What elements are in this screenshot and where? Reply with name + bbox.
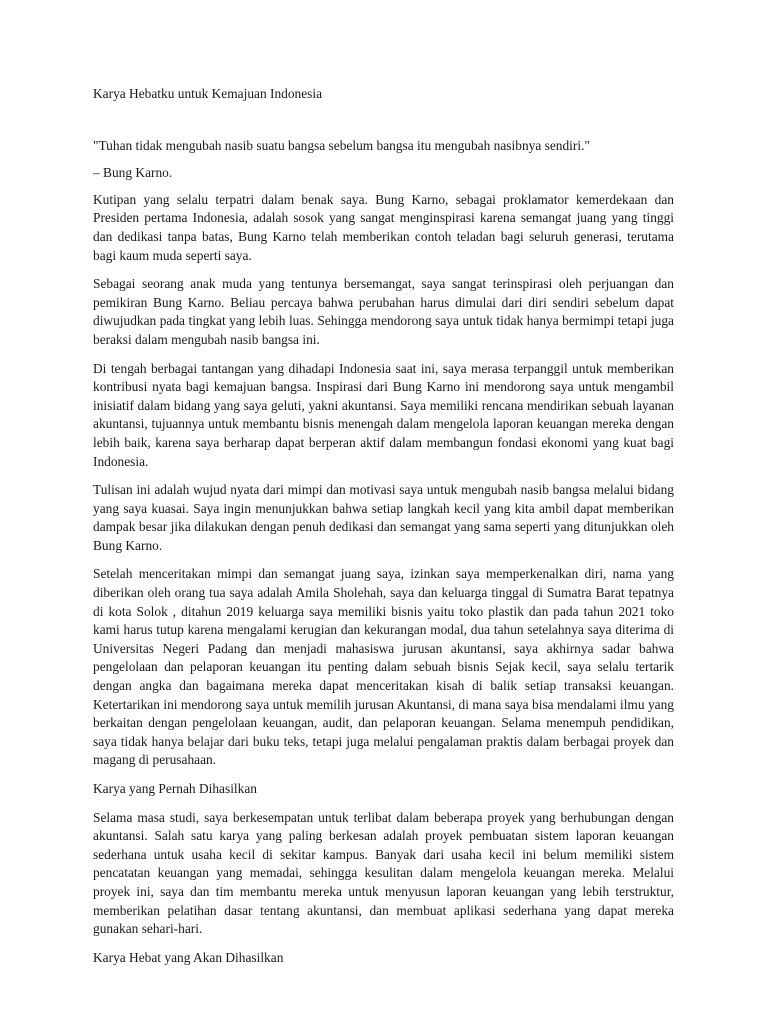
paragraph: Setelah menceritakan mimpi dan semangat juang saya, izinkan saya memperkenalkan diri, nama yang diberikan oleh orang tua saya adalah Amila Sholehah, saya dan keluarga tinggal di Sumatra Barat tepatnya di kota Solok , ditahun 2019 keluarga saya memiliki bisnis yaitu toko plastik dan pada tahun 2021 toko kami harus tutup karena mengalami kerugian dan kekurangan modal, dua tahun setelahnya saya diterima di Universitas Negeri Padang dan menjadi mahasiswa jurusan akuntansi, saya akhirnya sadar bahwa pengelolaan dan pelaporan keuangan itu penting dalam sebuah bisnis Sejak kecil, saya selalu tertarik dengan angka dan bagaimana mereka dapat menceritakan kisah di balik setiap transaksi keuangan. Ketertarikan ini mendorong saya untuk memilih jurusan Akuntansi, di mana saya bisa mendalami ilmu yang berkaitan dengan pengelolaan keuangan, audit, dan pelaporan keuangan. Selama menempuh pendidikan, saya tidak hanya belajar dari buku teks, tetapi juga melalui pengalaman praktis dalam berbagai proyek dan magang di perusahaan. bbox=[93, 566, 674, 768]
document-title: Karya Hebatku untuk Kemajuan Indonesia bbox=[93, 86, 323, 101]
paragraph: Sebagai seorang anak muda yang tentunya bersemangat, saya sangat terinspirasi oleh perjuangan dan pemikiran Bung Karno. Beliau percaya bahwa perubahan harus dimulai dari diri sendiri sebelum dapat diwujudkan pada tingkat yang lebih luas. Sehingga mendorong saya untuk tidak hanya bermimpi tetapi juga beraksi dalam mengubah nasib bangsa ini. bbox=[93, 276, 674, 347]
paragraph: Tulisan ini adalah wujud nyata dari mimpi dan motivasi saya untuk mengubah nasib bangsa melalui bidang yang saya kuasai. Saya ingin menunjukkan bahwa setiap langkah kecil yang kita ambil dapat memberikan dampak besar jika dilakukan dengan penuh dedikasi dan semangat yang sama seperti yang ditunjukkan oleh Bung Karno. bbox=[93, 482, 674, 553]
quote-author: – Bung Karno. bbox=[93, 165, 173, 181]
section-heading: Karya yang Pernah Dihasilkan bbox=[93, 781, 257, 796]
paragraph: Kutipan yang selalu terpatri dalam benak saya. Bung Karno, sebagai proklamator kemerdekaan dan Presiden pertama Indonesia, adalah sosok yang sangat menginspirasi karena semangat juang yang tinggi dan dedikasi tanpa batas, Bung Karno telah memberikan contoh teladan bagi seluruh generasi, terutama bagi kaum muda seperti saya. bbox=[93, 191, 674, 263]
paragraph: Di tengah berbagai tantangan yang dihadapi Indonesia saat ini, saya merasa terpanggil untuk memberikan kontribusi nyata bagi kemajuan bangsa. Inspirasi dari Bung Karno ini mendorong saya untuk mengambil inisiatif dalam bidang yang saya geluti, yakni akuntansi. Saya memiliki rencana mendirikan sebuah layanan akuntansi, tujuannya untuk membantu bisnis menengah dalam mengelola laporan keuangan mereka dengan lebih baik, karena saya berharap dapat berperan aktif dalam membangun fondasi ekonomi yang kuat bagi Indonesia. bbox=[93, 360, 674, 469]
document-page bbox=[93, 85, 674, 977]
opening-quote: "Tuhan tidak mengubah nasib suatu bangsa sebelum bangsa itu mengubah nasibnya sendiri." bbox=[93, 137, 590, 153]
section-heading: Karya Hebat yang Akan Dihasilkan bbox=[93, 949, 284, 965]
paragraph: Selama masa studi, saya berkesempatan untuk terlibat dalam beberapa proyek yang berhubungan dengan akuntansi. Salah satu karya yang paling berkesan adalah proyek pembuatan sistem laporan keuangan sederhana untuk usaha kecil di sekitar kampus. Banyak dari usaha kecil ini belum memiliki sistem pencatatan keuangan yang memadai, sehingga kesulitan dalam mengelola keuangan mereka. Melalui proyek ini, saya dan tim membantu mereka untuk menyusun laporan keuangan yang lebih terstruktur, memberikan pelatihan dasar tentang akuntansi, dan membuat aplikasi sederhana yang dapat mereka gunakan sehari-hari. bbox=[93, 809, 674, 937]
